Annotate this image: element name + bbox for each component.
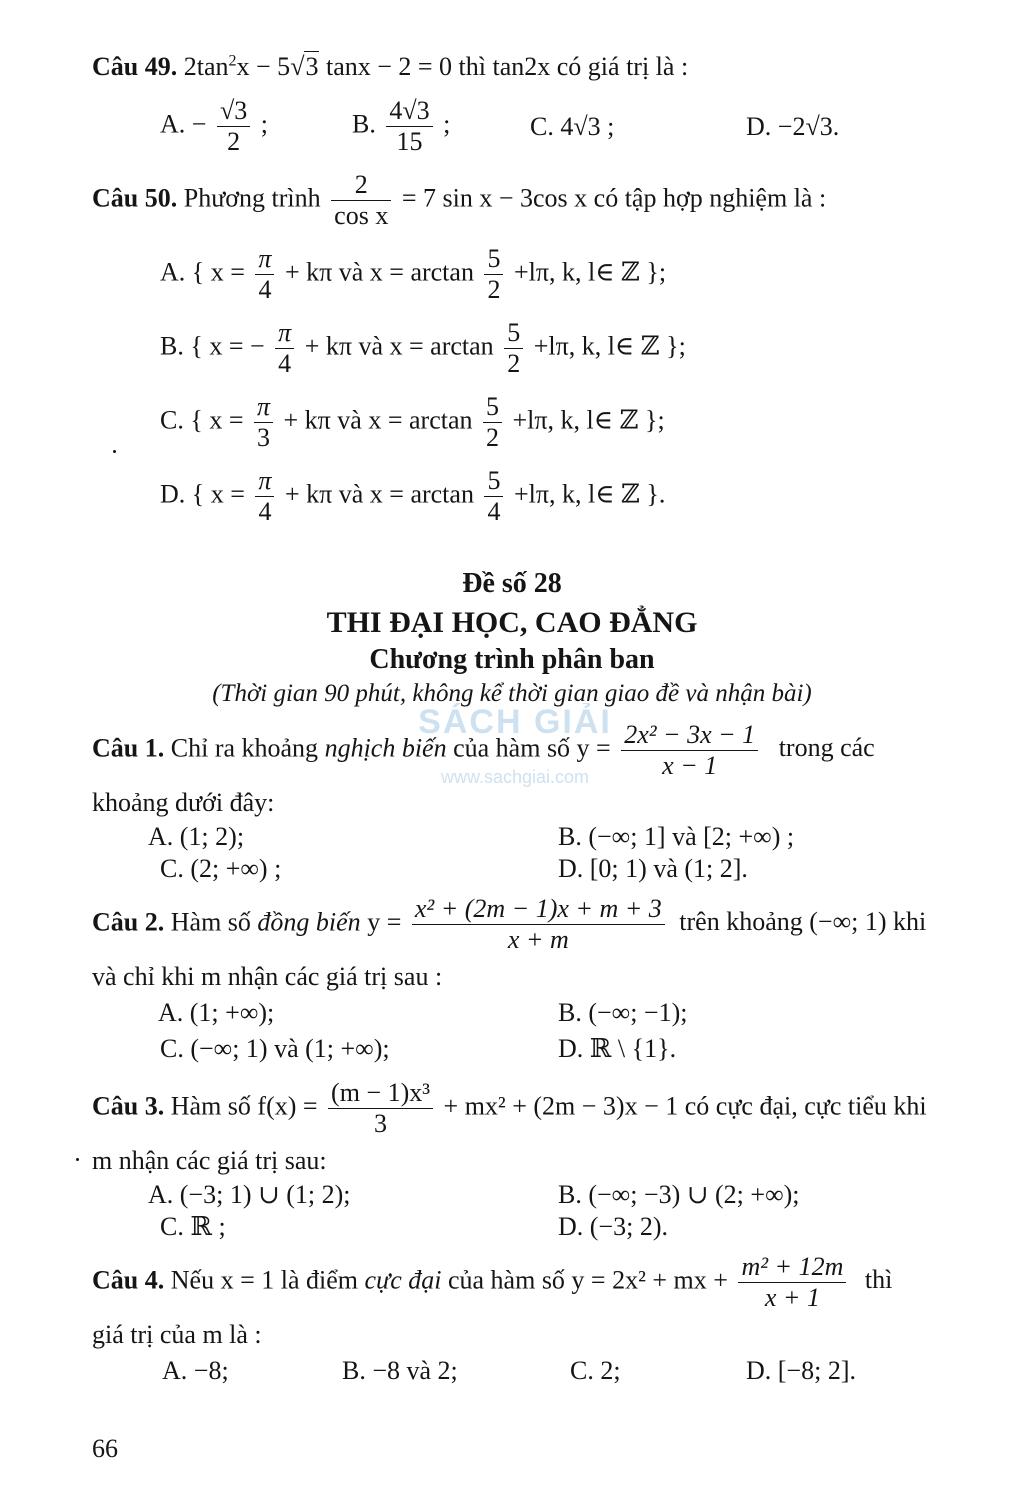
q3-stem: Câu 3. Hàm số f(x) = $\frac{\text{(m − 1)x³}}{3}$ + mx² + (2m − 3)x − 1 có cực đại, cực tiểu khi bbox=[92, 1078, 927, 1138]
exam-number: Đề số 28 bbox=[462, 568, 562, 599]
page-number: 66 bbox=[92, 1434, 118, 1463]
q1-option-c: C. (2; +∞) ; bbox=[160, 854, 282, 883]
print-speck bbox=[113, 450, 116, 453]
q3-label: Câu 3. bbox=[92, 1091, 165, 1121]
fraction: $\frac{\text{(m − 1)x³}}{3}$ bbox=[328, 1078, 433, 1139]
q49-option-b: B. $\frac{4√3}{15}$ ; bbox=[352, 96, 451, 156]
q1-option-a: A. (1; 2); bbox=[148, 822, 245, 851]
print-speck bbox=[76, 1158, 79, 1161]
q50-option-c: C. { x = $\frac{\pi}{3}$ + kπ và x = arctan $\frac{5}{2}$ +lπ, k, l∈ ℤ }; bbox=[160, 392, 665, 452]
q50-stem: Câu 50. Phương trình $\frac{2}{\text{cos x}}$ = 7 sin x − 3cos x có tập hợp nghiệm là : bbox=[92, 170, 827, 230]
q1-option-d: D. [0; 1) và (1; 2]. bbox=[558, 854, 748, 883]
q1-stem-cont: khoảng dưới đây: bbox=[92, 788, 275, 817]
exam-subtitle: Chương trình phân ban bbox=[369, 644, 655, 675]
q49-label: Câu 49. bbox=[92, 52, 178, 81]
q1-option-b: B. (−∞; 1] và [2; +∞) ; bbox=[558, 822, 795, 851]
q2-stem-cont: và chỉ khi m nhận các giá trị sau : bbox=[92, 962, 443, 991]
q2-option-d: D. ℝ \ {1}. bbox=[558, 1034, 677, 1063]
fraction: $\frac{4√3}{15}$ bbox=[386, 96, 432, 157]
q4-stem: Câu 4. Nếu x = 1 là điểm cực đại của hàm số y = 2x² + mx + $\frac{\text{m² + 12m}}{x + 1}$ thì bbox=[92, 1252, 893, 1312]
q2-label: Câu 2. bbox=[92, 907, 165, 937]
fraction: $\frac{\text{m² + 12m}}{x + 1}$ bbox=[738, 1252, 846, 1313]
q3-option-d: D. (−3; 2). bbox=[558, 1212, 668, 1241]
q4-label: Câu 4. bbox=[92, 1265, 165, 1295]
q4-option-b: B. −8 và 2; bbox=[342, 1356, 458, 1385]
q4-option-d: D. [−8; 2]. bbox=[746, 1356, 856, 1385]
q2-option-c: C. (−∞; 1) và (1; +∞); bbox=[160, 1034, 390, 1063]
watermark-logo: SÁCH GIẢI www.sachgiai.com bbox=[418, 703, 612, 787]
q4-option-a: A. −8; bbox=[162, 1356, 229, 1385]
q50-label: Câu 50. bbox=[92, 183, 178, 213]
q50-option-d: D. { x = $\frac{\pi}{4}$ + kπ và x = arctan $\frac{5}{4}$ +lπ, k, l∈ ℤ }. bbox=[160, 466, 666, 526]
fraction: $\frac{\text{2x² − 3x − 1}}{x - 1}$ bbox=[621, 720, 758, 781]
q1-label: Câu 1. bbox=[92, 733, 165, 763]
fraction: $\frac{√3}{2}$ bbox=[217, 96, 250, 157]
q49-option-c: C. 4√3 ; bbox=[530, 112, 615, 141]
q4-option-c: C. 2; bbox=[570, 1356, 621, 1385]
q4-stem-cont: giá trị của m là : bbox=[92, 1320, 262, 1349]
q3-option-c: C. ℝ ; bbox=[160, 1212, 226, 1241]
q3-option-a: A. (−3; 1) ∪ (1; 2); bbox=[148, 1180, 351, 1209]
fraction: $\frac{\text{x² + (2m − 1)x + m + 3}}{x + m}$ bbox=[412, 894, 665, 955]
q49-option-a: A. − $\frac{√3}{2}$ ; bbox=[160, 96, 268, 156]
q2-stem: Câu 2. Hàm số đồng biến y = $\frac{\text{x² + (2m − 1)x + m + 3}}{x + m}$ trên khoảng (−∞; 1) khi bbox=[92, 894, 927, 954]
q3-option-b: B. (−∞; −3) ∪ (2; +∞); bbox=[558, 1180, 800, 1209]
q3-stem-cont: m nhận các giá trị sau: bbox=[92, 1146, 327, 1175]
q49-stem: Câu 49. $2\tan^2x - 5√3$ tanx − 2 = 0 thì tan2x có giá trị là : bbox=[92, 52, 689, 81]
q2-option-b: B. (−∞; −1); bbox=[558, 998, 688, 1027]
q49-option-d: D. −2√3. bbox=[746, 112, 840, 141]
q1-stem: Câu 1. Chỉ ra khoảng nghịch biến của hàm số y = $\frac{\text{2x² − 3x − 1}}{x - 1}$ trong các bbox=[92, 720, 875, 780]
q2-option-a: A. (1; +∞); bbox=[158, 998, 275, 1027]
fraction: $\frac{2}{\text{cos x}}$ bbox=[331, 170, 391, 231]
q50-option-a: A. { x = $\frac{\pi}{4}$ + kπ và x = arctan $\frac{5}{2}$ +lπ, k, l∈ ℤ }; bbox=[160, 244, 667, 304]
exam-time-note: (Thời gian 90 phút, không kể thời gian giao đề và nhận bài) bbox=[212, 680, 812, 707]
exam-title: THI ĐẠI HỌC, CAO ĐẲNG bbox=[326, 606, 698, 639]
q50-option-b: B. { x = − $\frac{\pi}{4}$ + kπ và x = arctan $\frac{5}{2}$ +lπ, k, l∈ ℤ }; bbox=[160, 318, 686, 378]
